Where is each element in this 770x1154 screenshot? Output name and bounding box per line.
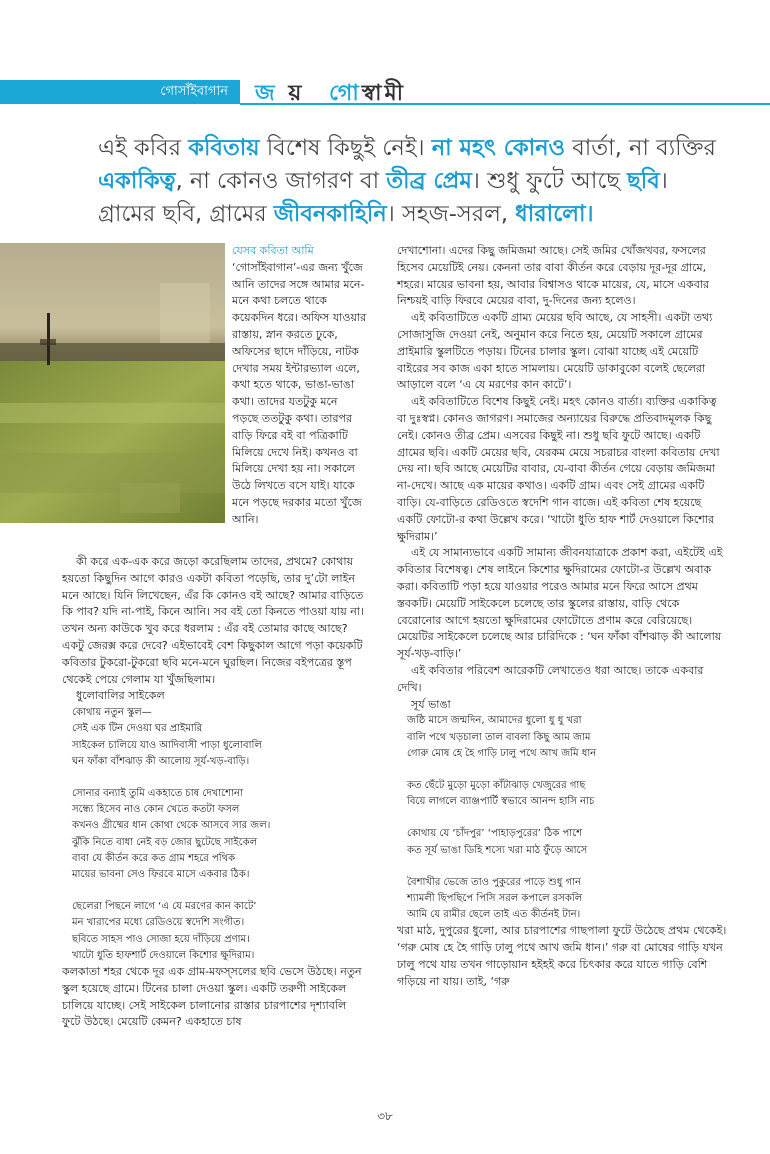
poem-line: বালি পথে খড়চালা তাল বাবলা কিছু আম জাম (407, 731, 591, 743)
poem-line: গোরু মোষ হে হৈ গাড়ি ঢালু পথে আখ জমি ধান (407, 747, 597, 759)
paragraph: দেখাশোনা। এদের কিছু জমিজমা আছে। সেই জমির খোঁজখবর, ফসলের হিসেব মেয়েটিই নেয়। কেননা তার বাবা কীর্তন করে বেড়ায় দূর-দূর গ্রামে, শহরে। মায়ের ভাবনা হয়, আবার বিশ্বাসও থাকে মায়ের, যে, মাসে একবার নিশ্চয়ই বাড়ি ফিরবে মেয়ের বাবা, দু-দিনের জন্য হলেও। (397, 244, 710, 308)
poem-line: সাইকেল চালিয়ে যাও আদিবাসী পাড়া ধুলোবালি (72, 739, 262, 751)
poem-line: সোনার বন্যাই তুমি একহাতে চাষ দেখাশোনা (72, 787, 243, 799)
pull-quote-highlight: একাকিত্ব (98, 168, 176, 194)
poem-line: বৈশাখীর ভেজে তাও পুকুরের পাড়ে শুধু গান (407, 876, 581, 888)
pull-quote-text: বার্তা, না ব্যক্তির (565, 135, 716, 161)
poem-title: ধুলোবালির সাইকেল (76, 689, 165, 703)
pull-quote-highlight: জীবনকাহিনি (273, 201, 387, 227)
pull-quote-text: । গ্রামের ছবি, গ্রামের (98, 168, 668, 227)
page-number: ৩৮ (377, 1109, 393, 1123)
poem-line: আমি যে রামীর ছেলে তাই এত কীর্তনই টান। (407, 909, 581, 921)
section-label: গোসাঁইবাগান (0, 80, 240, 104)
author-name: জ য় গোস্বামী (255, 81, 407, 106)
paragraph: এই কবিতাটিতে একটি গ্রাম্য মেয়ের ছবি আছে, যে সাহসী। একটা তথ্য সোজাসুজি দেওয়া নেই, অনুমান করে নিতে হয়, মেয়েটি সকালে গ্রামের প্রাইমারি স্কুলটিতে পড়ায়। টিনের চালার স্কুল। বোঝা যাচ্ছে এই মেয়েটি বাইরের সব কাজ একা হাতে সামলায়। মেয়েটি ডাকাবুকো বলেই ছেলেরা আড়ালে বলে ‘এ যে মরণের কান কাটে’। (397, 311, 713, 392)
poem-line: ঝুঁকি নিতে বাধা নেই বড় জোর ছুটেছে সাইকেল (72, 836, 258, 848)
pull-quote-highlight: ধারালো। (515, 201, 594, 227)
poem-line: কত সূর্য ভাঙা ডিহি শস্যে খরা মাঠ ফুঁড়ে আসে (407, 844, 588, 856)
landscape-painting (0, 243, 225, 523)
poem-line: মন খারাপের মধ্যে রেডিওয়ে স্বদেশি সংগীত। (72, 917, 245, 929)
column-heading: যেসব কবিতা আমি (232, 244, 314, 257)
poem-line: ছবিতে সাহস পাও সোজা হয়ে দাঁড়িয়ে প্রণাম। (72, 933, 250, 945)
poem-line: ছেলেরা পিছনে লাগে ‘এ যে মরণের কান কাটে’ (72, 901, 257, 913)
paragraph: এই কবিতার পরিবেশ আরেকটি লেখাতেও ধরা আছে। তাকে একবার দেখি। (397, 663, 704, 694)
pull-quote-highlight: কবিতায় (188, 135, 260, 161)
pull-quote (98, 132, 718, 231)
poem-line: কখনও গ্রীষ্মের ধান কোথা থেকে আসবে সার জল। (72, 820, 271, 832)
poem-line: ঘন ফাঁকা বাঁশঝাড় কী আলোয় সূর্য-খড়-বাড়ি। (72, 755, 250, 767)
left-wide-column (62, 554, 367, 1031)
paragraph: এই কবিতাটিতে বিশেষ কিছুই নেই। মহৎ কোনও বার্তা। ব্যক্তির একাকিত্ব বা দুঃস্বপ্ন। কোনও জাগরণ। সমাজের অন্যায়ের বিরুদ্ধে প্রতিবাদমূলক কিছু নেই। কোনও তীব্র প্রেম। এসবের কিছুই না। শুধু ছবি ফুটে আছে। একটি গ্রামের ছবি। একটি মেয়ের ছবি, যেরকম মেয়ে সচরাচর বাংলা কবিতায় দেখা দেয় না। ছবি আছে মেয়েটির বাবার, যে-বাবা কীর্তন গেয়ে বেড়ায় জমিজমা না-দেখে। আছে এক মায়ের কথাও। একটি গ্রাম। এবং সেই গ্রামের একটি বাড়ি। যে-বাড়িতে রেডিওতে স্বদেশি গান বাজে। এই কবিতা শেষ হয়েছে একটি ফোটো-র কথা উল্লেখ করে। ‘খাটো ধুতি হাফ শার্ট দেওয়ালে কিশোর ক্ষুদিরাম।’ (397, 395, 720, 543)
poem-right (397, 713, 727, 923)
poem-left (62, 705, 367, 964)
pull-quote-text: বিশেষ কিছুই নেই। (259, 135, 432, 161)
pull-quote-text: এই কবির (98, 135, 189, 161)
poem-line: কোথায় নতুন স্কুল— (72, 707, 152, 719)
poem-line: বাবা যে কীর্তন করে কত গ্রাম শহরে পথিক (72, 852, 236, 864)
opening-paragraph: ‘গোসাঁইবাগান’-এর জন্য খুঁজে আনি তাদের সঙ্গে আমার মনে-মনে কথা চলতে থাকে কয়েকদিন ধরে। অফিস যাওয়ার রাস্তায়, স্নান করতে ঢুকে, অফিসের ছাদে দাঁড়িয়ে, নাটক দেখার সময় ইন্টারভ্যাল এলে, কথা হতে থাকে, ভাঙা-ভাঙা কথা। তাদের যতটুকু মনে পড়ছে ততটুকু কথা। তারপর বাড়ি ফিরে বই বা পত্রিকাটি মিলিয়ে দেখে নিই। কখনও বা মিলিয়ে দেখা হয় না। সকালে উঠে লিখতে বসে যাই। যাকে মনে পড়ছে দরকার মতো খুঁজে আনি। (232, 260, 367, 526)
poem-line: জষ্ঠি মাসে জন্মদিন, আমাদের ধুলো ধু ধু খরা (407, 715, 582, 727)
pull-quote-highlight: ছবি (627, 168, 660, 194)
poem-line: সন্ধ্যে হিসেব নাও কোন খেতে কতটা ফসল (72, 804, 240, 816)
poem-line: শ্যামলী ছিপছিপে পিসি সরল কপালে রসকলি (407, 892, 583, 904)
paragraph: কী করে এক-এক করে জড়ো করেছিলাম তাদের, প্রথমে? কোথায় হয়তো কিছুদিন আগে কারও একটা কবিতা পড়েছি, তার দু’টো লাইন মনে আছে। যিনি লিখেছেন, এঁর কি কোনও বই আছে? আমার বাড়িতে কি পাব? যদি না-পাই, কিনে আনি। সব বই তো কিনতে পাওয়া যায় না। তখন অন্য কাউকে খুব করে ধরলাম : এঁর বই তোমার কাছে আছে? একটু জেরক্স করে দেবে? এইভাবেই বেশ কিছুকাল আগে পড়া কয়েকটি কবিতার টুকরো-টুকরো ছবি মনে-মনে ঘুরছিল। নিজের বইপত্রের স্তূপ থেকেই পেয়ে গেলাম যা খুঁজছিলাম। (62, 555, 364, 686)
pull-quote-text: , না কোনও জাগরণ বা (175, 168, 387, 194)
poem-line: বিয়ে লাগলে ব্যাঞ্জপার্টি স্বভাবে আনন্দ হাসি নাচ (407, 796, 595, 808)
pull-quote-highlight: তীব্র প্রেম (386, 168, 472, 194)
pull-quote-text: । শুধু ফুটে আছে (471, 168, 628, 194)
poem-line: মায়ের ভাবনা সেও ফিরবে মাসে একবার ঠিক। (72, 869, 250, 880)
pull-quote-text: । সহজ-সরল, (386, 201, 516, 227)
poem-line: সেই এক টিন দেওয়া ঘর প্রাইমারি (72, 723, 203, 735)
left-narrow-column (232, 243, 367, 529)
paragraph: খরা মাঠ, দুপুরের ধুলো, আর চারপাশের গাছপালা ফুটে উঠেছে প্রথম থেকেই। ‘গরু মোষ হে হৈ গাড়ি ঢালু পথে আখ জমি ধান।’ গরু বা মোষের গাড়ি যখন ঢালু পথে যায় তখন গাড়োয়ান হইহই করে চিৎকার করে যাতে গাড়ি বেশি গড়িয়ে না যায়। তাই, ‘গরু (397, 924, 727, 988)
poem-title: সূর্য ভাঙা (411, 697, 451, 711)
poem-line: খাটো ধুতি হাফশার্ট দেওয়ালে কিশোর ক্ষুদিরাম। (72, 949, 255, 961)
pull-quote-highlight: না মহৎ কোনও (431, 135, 566, 161)
poem-line: কোথায় যে ‘চাঁদপুর’ ‘পাহাড়পুরের’ ঠিক পাশে (407, 828, 583, 840)
poem-line: কত ছেঁটে মুড়ো মুড়ো কাঁটাঝাড় খেজুরের গাছ (407, 779, 586, 791)
right-column (397, 243, 727, 991)
paragraph: কলকাতা শহর থেকে দূর এক গ্রাম-মফস্সলের ছবি ভেসে উঠছে। নতুন স্কুল হয়েছে গ্রামে। টিনের চালা দেওয়া স্কুল। একটি তরুণী সাইকেল চালিয়ে যাচ্ছে। সেই সাইকেল চালানোর রাস্তার চারপাশের দৃশ্যাবলি ফুটে উঠছে। মেয়েটি কেমন? একহাতে চাষ (62, 965, 362, 1029)
paragraph: এই যে সামান্যভাবে একটি সামান্য জীবনযাত্রাকে প্রকাশ করা, এইটেই এই কবিতার বিশেষত্ব। শেষ লাইনে কিশোর ক্ষুদিরামের ফোটো-র উল্লেখ অবাক করা। কবিতাটি পড়া হয়ে যাওয়ার পরেও আমার মনে ফিরে আসে প্রথম স্তবকটি। মেয়েটি সাইকেলে চলেছে তার স্কুলের রাস্তায়, বাড়ি থেকে বেরোনোর আগে হয়তো ক্ষুদিরামের ফোটোতে প্রণাম করে বেরিয়েছে। মেয়েটির সাইকেলে চলেছে আর চারিদিকে : ‘ঘন ফাঁকা বাঁশঝাড় কী আলোয় সূর্য-খড়-বাড়ি।’ (397, 546, 723, 661)
